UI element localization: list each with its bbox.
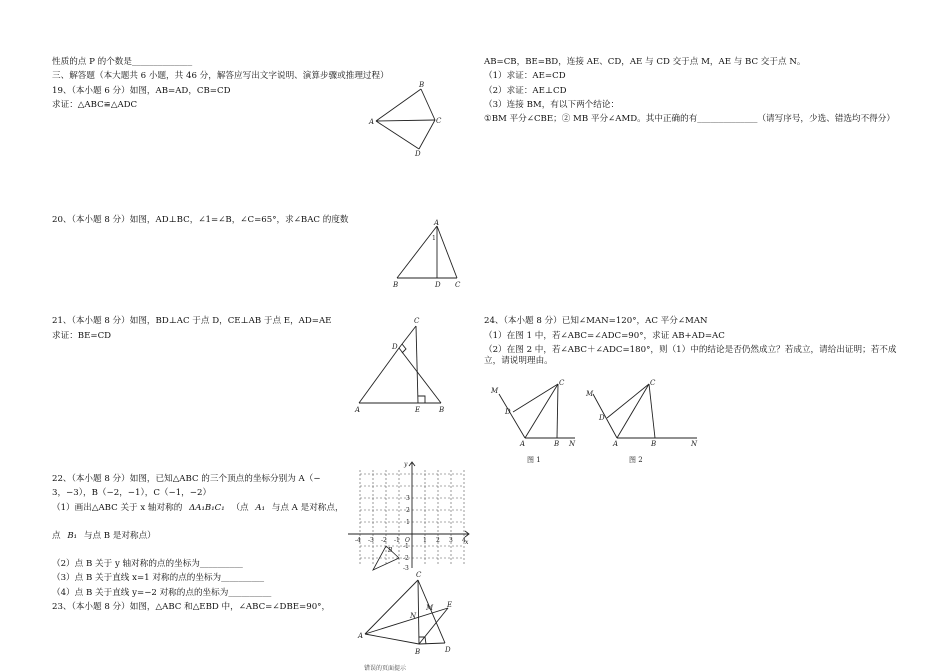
f22-xtick: -1 — [394, 537, 400, 544]
f22-ytick: -1 — [403, 543, 409, 550]
figure-23 — [352, 568, 467, 671]
q20-text: 20、（本小题 8 分）如图，AD⊥BC，∠1=∠B，∠C=65°，求∠BAC 的度数 — [52, 215, 349, 225]
q22-point-a1: A₁ — [255, 503, 266, 513]
q22-text-1: 22、（本小题 8 分）如图，已知△ABC 的三个顶点的坐标分别为 A（− — [52, 474, 321, 484]
q23-text: 23、（本小题 8 分）如图，△ABC 和△EBD 中，∠ABC=∠DBE=90°， — [52, 602, 331, 612]
q22-part4: （4）点 B 关于直线 y=−2 对称的点的坐标为__________ — [52, 588, 272, 598]
q22-part1-e: 与点 B 是对称点） — [83, 531, 156, 541]
f19-side-ab — [376, 89, 421, 121]
q24-part1: （1）在图 1 中，若∠ABC=∠ADC=90°，求证 AB+AD=AC — [484, 331, 725, 341]
f21-side-ac — [359, 348, 399, 403]
q23-part3-options: ①BM 平分∠CBE；② MB 平分∠AMD。其中正确的有______________（请写序号，少选、错选均不得分） — [484, 114, 895, 124]
f24b-bisector-ac — [617, 384, 649, 438]
f24a-label-a: A — [520, 440, 526, 448]
f23-side-ab — [365, 634, 419, 644]
f23-label-a: A — [358, 632, 364, 640]
f22-ytick: -2 — [403, 555, 409, 562]
q22-part3: （3）点 B 关于直线 x=1 对称的点的坐标为__________ — [52, 573, 265, 583]
f20-label-c: C — [455, 281, 461, 289]
line-blank-point-p: 性质的点 P 的个数是______________ — [52, 57, 193, 67]
f21-label-e: E — [415, 406, 421, 414]
f21-side-dc — [399, 326, 416, 348]
f19-label-c: C — [436, 117, 442, 125]
f20-label-b: B — [393, 281, 399, 289]
f24a-label-c: C — [559, 379, 565, 387]
q24-text: 24、（本小题 8 分）已知∠MAN=120°，AC 平分∠MAN — [484, 316, 708, 326]
q23-conditions: AB=CB，BE=BD，连接 AE、CD，AE 与 CD 交于点 M，AE 与 BC 交于点 N。 — [484, 57, 806, 67]
f23-side-cb — [418, 580, 419, 644]
figure-20 — [390, 218, 465, 290]
q22-part1-d: 点 — [52, 531, 61, 541]
q22-part1-a: （1）画出△ABC 关于 x 轴对称的 — [52, 503, 183, 513]
q24-part2: （2）在图 2 中，若∠ABC＋∠ADC=180°，则（1）中的结论是否仍然成立？若成立，请给出证明；若不成立，请说明理由。 — [484, 345, 897, 366]
f24a-ray-am — [499, 394, 525, 438]
q22-part1 — [52, 503, 344, 514]
f21-label-a: A — [355, 406, 361, 414]
f24b-ray-am — [593, 394, 617, 438]
f22-ytick: -3 — [403, 565, 409, 572]
f22-ytick: 1 — [406, 519, 410, 526]
f19-label-d: D — [415, 150, 421, 158]
q22-part2: （2）点 B 关于 y 轴对称的点的坐标为__________ — [52, 559, 243, 569]
f21-label-d: D — [392, 343, 398, 351]
f24a-segment-dc — [513, 384, 558, 412]
f21-right-angle-e — [418, 396, 425, 403]
q22-part1-c: 与点 A 是对称点， — [271, 503, 344, 513]
f24a-label-n: N — [569, 440, 576, 448]
q22-part1-b: （点 — [231, 503, 249, 513]
q23-part2: （2）求证：AE⊥CD — [484, 86, 567, 96]
q21-proof: 求证：BE=CD — [52, 331, 112, 341]
f22-xtick: -4 — [355, 537, 361, 544]
f21-right-angle-d — [402, 344, 406, 353]
f23-label-b: B — [415, 648, 421, 656]
f20-side-ab — [397, 226, 437, 278]
f23-label-e: E — [447, 601, 453, 609]
q23-part3: （3）连接 BM，有以下两个结论： — [484, 100, 620, 110]
f19-side-dc — [419, 120, 435, 149]
f24b-label-d: D — [599, 414, 605, 422]
f23-label-n: N — [410, 612, 417, 620]
f22-label-b: B — [388, 547, 393, 554]
f24b-label-n: N — [691, 440, 698, 448]
f20-side-ac — [437, 226, 457, 278]
f22-xtick: -2 — [381, 537, 387, 544]
f23-label-m: M — [426, 604, 434, 612]
f22-xtick: 1 — [423, 537, 427, 544]
f23-side-be — [419, 608, 448, 644]
q19-proof: 求证：△ABC≌△ADC — [52, 100, 138, 110]
figure-22-grid — [346, 460, 471, 570]
f23-side-bd — [419, 643, 445, 644]
f24a-label-m: M — [491, 387, 499, 395]
f24b-label-m: M — [586, 390, 594, 398]
q22-part1-cont — [52, 531, 156, 542]
f22-label-y: y — [404, 461, 408, 468]
figure-21 — [350, 314, 455, 414]
f24b-caption: 图 2 — [629, 456, 643, 464]
f20-label-d: D — [435, 281, 441, 289]
f20-angle-1: 1 — [432, 235, 436, 242]
f22-ytick: 2 — [406, 507, 410, 514]
f19-side-ac — [376, 120, 435, 121]
f21-label-b: B — [439, 406, 445, 414]
q21-text: 21、（本小题 8 分）如图，BD⊥AC 于点 D，CE⊥AB 于点 E，AD=AE — [52, 316, 332, 326]
f22-xtick: 4 — [462, 537, 466, 544]
f23-caption: 错误的页面提示 — [364, 665, 407, 671]
f23-label-c: C — [416, 571, 422, 579]
f22-ytick: 3 — [406, 495, 410, 502]
figure-24-2 — [585, 374, 705, 464]
f19-side-bc — [421, 89, 435, 120]
f23-label-d: D — [445, 646, 451, 654]
f24b-segment-dc — [607, 384, 649, 418]
q23-part1: （1）求证：AE=CD — [484, 71, 566, 81]
f21-segment-bd — [399, 348, 441, 403]
f21-segment-ce — [416, 326, 418, 403]
f22-xtick: -3 — [368, 537, 374, 544]
figure-19 — [368, 80, 448, 160]
figure-24-1 — [485, 374, 585, 464]
f24b-label-c: C — [650, 379, 656, 387]
f24a-label-b: B — [554, 440, 560, 448]
f21-label-c: C — [414, 317, 420, 325]
section-heading: 三、解答题（本大题共 6 小题，共 46 分，解答应写出文字说明、演算步骤或推理过程） — [52, 71, 389, 81]
q22-text-2: 3，−3），B（−2，−1），C（−1，−2） — [52, 488, 212, 498]
q22-triangle-a1b1c1: ΔA₁B₁C₁ — [189, 503, 225, 513]
f22-label-x: x — [465, 539, 469, 546]
f19-label-b: B — [419, 81, 425, 89]
f24b-segment-cb — [649, 384, 655, 438]
f24a-bisector-ac — [525, 384, 558, 438]
f22-xtick: 3 — [449, 537, 453, 544]
f24b-label-a: A — [613, 440, 619, 448]
f22-xtick: 2 — [436, 537, 440, 544]
q22-point-b1: B₁ — [67, 531, 78, 541]
f24a-segment-cb — [557, 384, 558, 438]
f24a-label-d: D — [505, 408, 511, 416]
f22-label-origin: O — [405, 537, 410, 544]
f24b-label-b: B — [651, 440, 657, 448]
f24a-caption: 图 1 — [527, 456, 541, 464]
f19-label-a: A — [369, 118, 375, 126]
f20-label-a: A — [434, 219, 440, 227]
q19-text: 19、（本小题 6 分）如图，AB=AD，CB=CD — [52, 86, 231, 96]
f19-side-ad — [376, 121, 419, 149]
